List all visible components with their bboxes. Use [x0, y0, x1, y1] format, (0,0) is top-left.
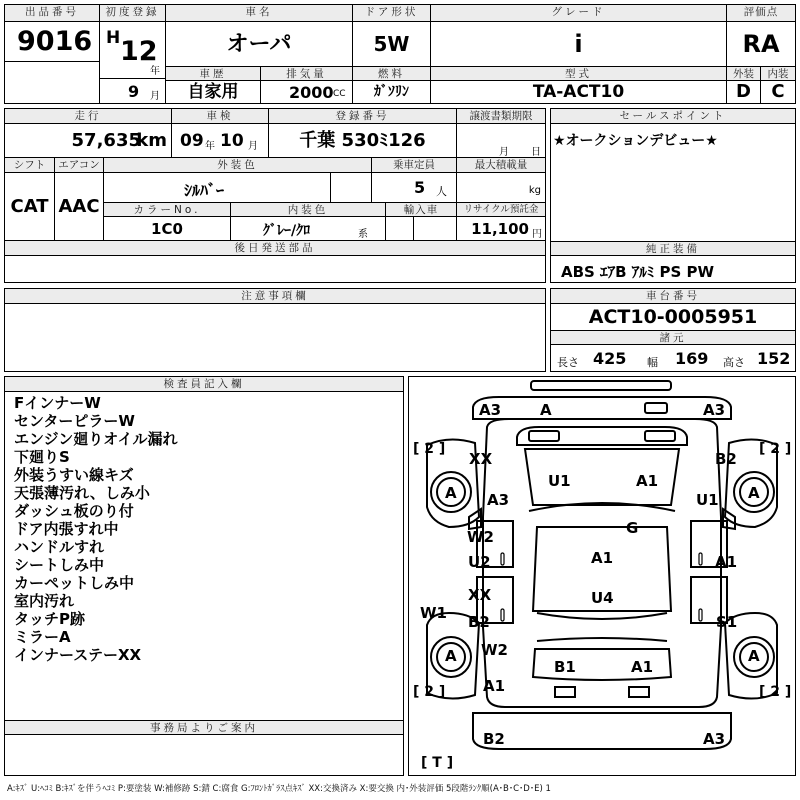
inspector-line: エンジン廻りオイル漏れ [14, 430, 178, 448]
mark-front-right: A3 [703, 401, 726, 419]
ext-color-cell [104, 173, 331, 203]
notes-panel [4, 288, 546, 372]
equipment: ABS ｴｱB ｱﾙﾐ PS PW [561, 263, 715, 281]
import-label: 輸入車 [386, 203, 457, 217]
insp-year: 09 [180, 131, 204, 151]
insp-year-unit: 年 [205, 141, 215, 152]
transfer-month-unit: 月 [499, 147, 509, 158]
inspector-line: インナーステーXX [14, 646, 142, 664]
inspection-label: 車検 [172, 109, 269, 124]
displacement-label: 排気量 [261, 67, 353, 81]
legend-text: A:ｷｽﾞ U:ﾍｺﾐ B:ｷｽﾞを伴うﾍｺﾐ P:要塗装 W:補修跡 S:錆 C:腐食 G:ﾌﾛﾝﾄｶﾞﾗｽ点ｷｽﾞ XX:交換済み X:要交換 内･外装評価 5段階ﾗﾝｸ順(A･B･C･D･E) 1 [7, 784, 551, 794]
plate: 千葉 530ﾐ126 [269, 124, 457, 158]
grade: i [431, 22, 727, 67]
door-label: ドア形状 [353, 5, 431, 22]
mileage: 57,635 [71, 130, 141, 151]
int-color: ｸﾞﾚｰ/ｸﾛ [263, 223, 311, 239]
insp-month-unit: 月 [248, 141, 258, 152]
vehicle-details-panel [4, 108, 546, 283]
int-color-cell [231, 217, 386, 241]
mark-door-rr: S1 [716, 613, 738, 631]
transfer-label: 譲渡書類期限 [457, 109, 545, 124]
ext-color-extra [331, 173, 372, 203]
mark-fender-l-top: XX [469, 450, 493, 468]
year-unit: 年 [150, 66, 160, 77]
mark-door-rl-top: XX [468, 586, 492, 604]
mark-quarter-l-bottom: A1 [483, 677, 506, 695]
int-color-suffix: 系 [358, 229, 368, 240]
maxload-label: 最大積載量 [457, 158, 545, 173]
width-label: 幅 [647, 356, 658, 369]
grade-label: グレード [431, 5, 727, 22]
first-reg-year [100, 22, 166, 79]
mark-tread-rl: [ 2 ] [413, 684, 446, 700]
recycle: 11,100 [471, 220, 529, 238]
maxload-cell [457, 173, 545, 203]
first-reg-month [100, 79, 166, 103]
mark-rocker-l: W1 [420, 604, 447, 622]
mark-front-left: A3 [479, 401, 502, 419]
mark-quarter-l-top: W2 [481, 641, 508, 659]
mark-roof-rear: U4 [591, 589, 614, 607]
displacement: 2000 [289, 83, 334, 102]
interior-label: 内装 [761, 67, 795, 81]
import-cell-b [414, 217, 457, 241]
inspector-line: センターピラーW [14, 412, 135, 430]
inspector-line: 室内汚れ [14, 592, 75, 610]
mark-door-rl-bottom: B2 [468, 613, 490, 631]
height-label: 高さ [723, 356, 745, 369]
first-reg-label: 初度登録 [100, 5, 166, 22]
ac-label: エアコン [55, 158, 104, 173]
shift: CAT [5, 173, 55, 241]
mark-rear-left: B2 [483, 730, 505, 748]
mark-door-fr: A1 [715, 553, 738, 571]
later-parts-area [5, 256, 545, 282]
mark-door-fl-bottom: U2 [468, 553, 491, 571]
mark-tire-fr: A [748, 484, 760, 502]
inspector-line: ダッシュ板のり付 [14, 502, 134, 520]
history-label: 車歴 [166, 67, 261, 81]
capacity-cell [372, 173, 457, 203]
sales-point-label: セールスポイント [551, 109, 795, 124]
score-label: 評価点 [727, 5, 795, 22]
width: 169 [675, 349, 709, 368]
mark-fender-r-top: B2 [715, 450, 737, 468]
car-name: オーパ [166, 22, 353, 67]
month: 9 [128, 82, 140, 101]
notes-label: 注意事項欄 [5, 289, 545, 304]
mark-tire-spare: [ T ] [421, 755, 454, 771]
capacity-label: 乗車定員 [372, 158, 457, 173]
mark-tread-fr: [ 2 ] [759, 441, 792, 457]
inspector-label: 検査員記入欄 [5, 377, 403, 392]
history: 自家用 [166, 81, 261, 103]
mark-tire-fl: A [445, 484, 457, 502]
mark-front-center: A [540, 401, 552, 419]
int-color-label: 内装色 [231, 203, 386, 217]
shift-label: シフト [5, 158, 55, 173]
mileage-label: 走行 [5, 109, 172, 124]
height: 152 [757, 349, 791, 368]
length: 425 [593, 349, 627, 368]
mark-roof-front: A1 [591, 549, 614, 567]
mark-cowl: G [626, 519, 639, 537]
mark-tire-rl: A [445, 647, 457, 665]
mark-hood-l: U1 [548, 472, 571, 490]
chassis-panel [550, 288, 796, 372]
mark-fender-l-bottom: A3 [487, 491, 510, 509]
lot-no-blank [5, 62, 100, 103]
chassis: ACT10-0005951 [551, 304, 795, 331]
inspector-line: ミラーA [14, 628, 71, 646]
sales-point-panel [550, 108, 796, 283]
inspector-line: FインナーW [14, 394, 101, 412]
mark-trunk-l: B1 [554, 658, 576, 676]
ext-color-label: 外装色 [104, 158, 372, 173]
inspector-line: シートしみ中 [14, 556, 105, 574]
lot-no: 9016 [5, 22, 100, 62]
mark-door-fl-top: W2 [467, 528, 494, 546]
capacity: 5 [414, 178, 426, 197]
lot-no-label: 出品番号 [5, 5, 100, 22]
color-no: 1C0 [104, 217, 231, 241]
insp-month: 10 [220, 131, 244, 151]
later-parts-label: 後日発送部品 [5, 241, 545, 256]
mileage-cell [5, 124, 172, 158]
inspector-line: 外装うすい線キズ [14, 466, 134, 484]
mark-tire-rr: A [748, 647, 760, 665]
import-cell-a [386, 217, 414, 241]
exterior-label: 外装 [727, 67, 761, 81]
mark-trunk-r: A1 [631, 658, 654, 676]
fuel: ｶﾞｿﾘﾝ [353, 81, 431, 103]
displacement-cell [261, 81, 353, 103]
inspector-line: ハンドルすれ [14, 538, 105, 556]
inspector-line: ドア内張すれ中 [14, 520, 119, 538]
ac: AAC [55, 173, 104, 241]
top-info-panel [4, 4, 796, 104]
model-label: 型式 [431, 67, 727, 81]
car-condition-diagram [408, 376, 796, 776]
sales-point: ★オークションデビュー★ [553, 133, 718, 149]
transfer-day-unit: 日 [531, 147, 541, 158]
ext-color: ｼﾙﾊﾞｰ [184, 181, 225, 200]
office-label: 事務局よりご案内 [5, 720, 403, 735]
car-name-label: 車名 [166, 5, 353, 22]
length-label: 長さ [557, 356, 579, 369]
inspector-line: 天張薄汚れ、しみ小 [14, 484, 150, 502]
mark-hood-r: A1 [636, 472, 659, 490]
chassis-label: 車台番号 [551, 289, 795, 304]
maxload-unit: kg [528, 185, 541, 196]
mark-tread-fl: [ 2 ] [413, 441, 446, 457]
dims-label: 諸元 [551, 331, 795, 345]
score: RA [727, 22, 795, 67]
exterior: D [727, 81, 761, 103]
displacement-unit: CC [333, 89, 346, 99]
inspector-line: 下廻りS [14, 448, 70, 466]
inspection-cell [172, 124, 269, 158]
fuel-label: 燃料 [353, 67, 431, 81]
recycle-label: リサイクル預託金 [457, 203, 545, 217]
door: 5W [353, 22, 431, 67]
color-no-label: カラーNo. [104, 203, 231, 217]
interior: C [761, 81, 795, 103]
inspector-line: カーペットしみ中 [14, 574, 135, 592]
mark-rear-right: A3 [703, 730, 726, 748]
plate-label: 登録番号 [269, 109, 457, 124]
recycle-unit: 円 [532, 229, 542, 240]
era-year: 12 [120, 36, 158, 67]
mark-fender-r-bottom: U1 [696, 491, 719, 509]
transfer-cell [457, 124, 545, 158]
mark-tread-rr: [ 2 ] [759, 684, 792, 700]
inspector-line: タッチP跡 [14, 610, 85, 628]
equipment-label: 純正装備 [551, 241, 795, 256]
inspector-panel [4, 376, 404, 776]
month-unit: 月 [150, 91, 160, 102]
mileage-unit: km [136, 130, 167, 151]
era-letter: H [106, 28, 121, 48]
recycle-cell [457, 217, 545, 241]
car-outline-svg [409, 377, 795, 775]
model: TA-ACT10 [431, 81, 727, 103]
capacity-unit: 人 [436, 185, 447, 198]
